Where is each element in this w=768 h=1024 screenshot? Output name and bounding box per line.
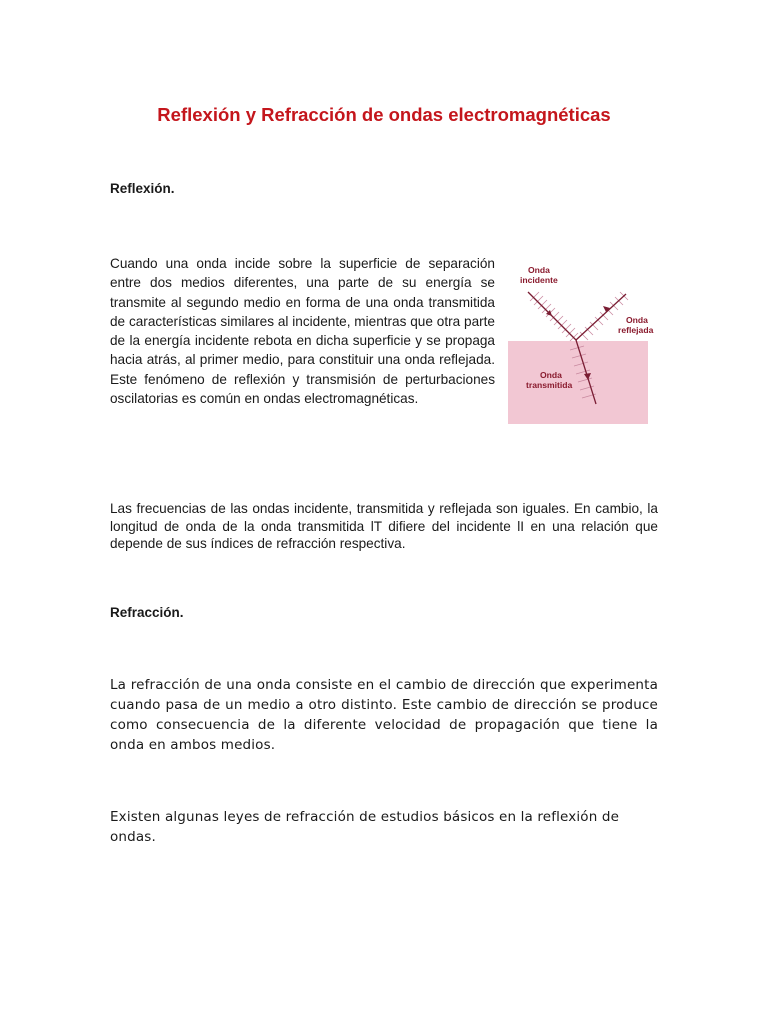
page-title: Reflexión y Refracción de ondas electromagnéticas [157,104,611,125]
label-reflected-2: reflejada [618,325,654,335]
incident-wavefronts [530,292,578,341]
reflexion-paragraph-2: Las frecuencias de las ondas incidente, transmitida y reflejada son iguales. En cambio, la longitud de onda de la onda transmitida lT difiere del incidente lI en una relación que depende de sus índices de refracción respectiva. [110,501,658,552]
wave-diagram-figure [508,254,654,424]
label-incident-1: Onda [528,265,550,275]
refraccion-paragraph-1: La refracción de una onda consiste en el cambio de dirección que experimenta cuando pasa de un medio a otro distinto. Este cambio de dirección se produce como consecuencia de la diferente velocidad de propagación que tiene la onda en ambos medios. [110,677,658,753]
reflexion-paragraph-1: Cuando una onda incide sobre la superficie de separación entre dos medios diferentes, una parte de su energía se transmite al segundo medio en forma de una onda transmitida de características similares al incidente, mientras que otra parte de la energía incidente rebota en dicha superficie y se propaga hacia atrás, al primer medio, para constituir una onda reflejada. Este fenómeno de reflexión y transmisión de perturbaciones oscilatorias es común en ondas electromagnéticas. [110,256,495,407]
section-heading-reflexion: Reflexión. [110,181,175,196]
label-reflected-1: Onda [626,315,648,325]
section-heading-refraccion: Refracción. [110,605,184,620]
label-transmitted-1: Onda [540,370,562,380]
refraccion-paragraph-2: Existen algunas leyes de refracción de estudios básicos en la reflexión de ondas. [110,809,620,845]
label-transmitted-2: transmitida [526,380,573,390]
label-incident-2: incidente [520,275,558,285]
reflection-refraction-diagram [508,254,654,424]
